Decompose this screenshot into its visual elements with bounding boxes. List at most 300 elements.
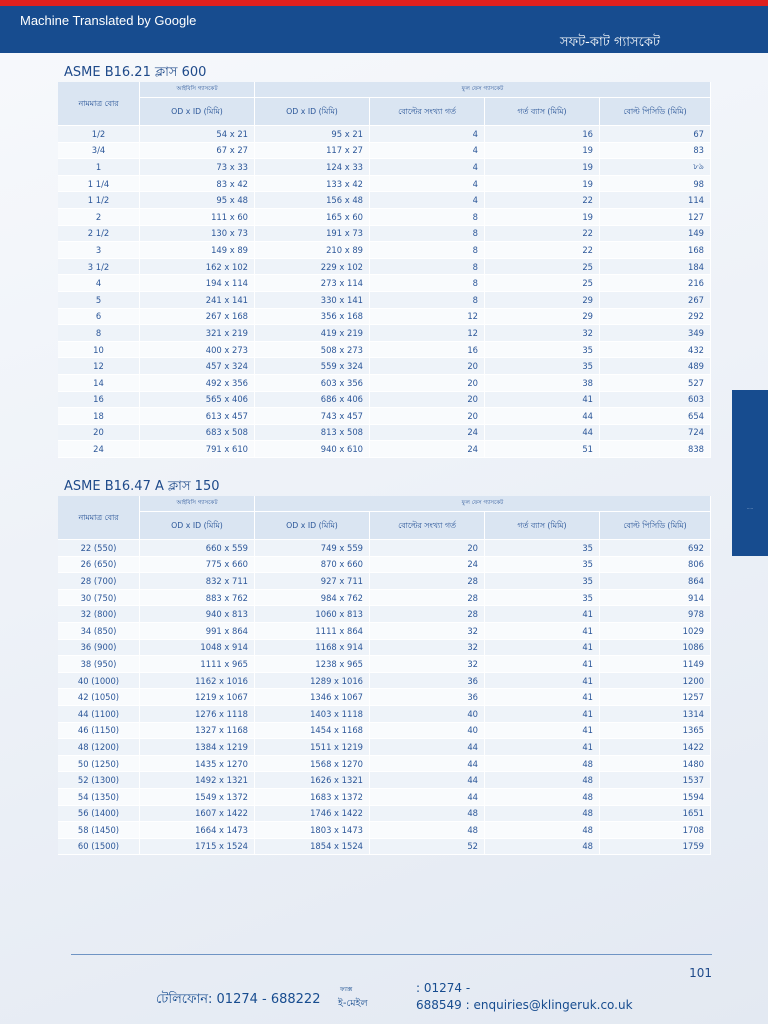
table-cell: 32 <box>370 640 485 657</box>
table-cell: 36 <box>370 689 485 706</box>
table-cell: 1607 x 1422 <box>140 806 255 823</box>
table-cell: 83 x 42 <box>140 176 255 193</box>
table-cell: 12 <box>370 325 485 342</box>
table-cell: 25 <box>485 275 600 292</box>
table-cell: 41 <box>485 739 600 756</box>
table-row <box>58 375 711 392</box>
table-cell: 457 x 324 <box>140 358 255 375</box>
table-cell: 940 x 610 <box>255 441 370 458</box>
table-cell: 32 <box>485 325 600 342</box>
table-cell: 95 x 48 <box>140 192 255 209</box>
nominal-bore-cell: 44 (1100) <box>58 706 140 723</box>
table-row <box>58 839 711 856</box>
nominal-bore-cell: 28 (700) <box>58 573 140 590</box>
table-cell: 191 x 73 <box>255 226 370 243</box>
table-row <box>58 540 711 557</box>
table-row <box>58 656 711 673</box>
nominal-bore-cell: 16 <box>58 392 140 409</box>
table-cell: 127 <box>600 209 711 226</box>
table-cell: 432 <box>600 342 711 359</box>
table-cell: 28 <box>370 606 485 623</box>
table-row <box>58 673 711 690</box>
table-row <box>58 640 711 657</box>
ibc-gasket-header: আইবিসি গ্যাসকেট <box>140 82 255 98</box>
table-row <box>58 573 711 590</box>
table-cell: 267 <box>600 292 711 309</box>
table-cell: 1511 x 1219 <box>255 739 370 756</box>
nominal-bore-cell: 42 (1050) <box>58 689 140 706</box>
table-cell: 29 <box>485 309 600 326</box>
nominal-bore-cell: 26 (650) <box>58 557 140 574</box>
table-cell: 19 <box>485 176 600 193</box>
table-cell: 44 <box>370 772 485 789</box>
table-row <box>58 557 711 574</box>
table-row <box>58 689 711 706</box>
table-cell: 229 x 102 <box>255 259 370 276</box>
header-band <box>0 6 768 53</box>
table-cell: 41 <box>485 689 600 706</box>
table-cell: 321 x 219 <box>140 325 255 342</box>
table-cell: 194 x 114 <box>140 275 255 292</box>
col-header: গর্ত ব্যাস (মিমি) <box>485 512 600 540</box>
table-cell: 156 x 48 <box>255 192 370 209</box>
table-cell: 508 x 273 <box>255 342 370 359</box>
table-row <box>58 159 711 176</box>
table-row <box>58 822 711 839</box>
nominal-bore-cell: 1 1/2 <box>58 192 140 209</box>
table-cell: 16 <box>485 126 600 143</box>
table-cell: 19 <box>485 159 600 176</box>
nominal-bore-cell: 5 <box>58 292 140 309</box>
table-cell: 1149 <box>600 656 711 673</box>
table-cell: 991 x 864 <box>140 623 255 640</box>
nominal-bore-header: নামমাত্র বোর <box>58 82 140 126</box>
table-cell: 559 x 324 <box>255 358 370 375</box>
table-cell: 67 x 27 <box>140 143 255 160</box>
table-cell: 1746 x 1422 <box>255 806 370 823</box>
full-face-gasket-header: ফুল ফেস গ্যাসকেট <box>255 496 711 512</box>
table-cell: 1276 x 1118 <box>140 706 255 723</box>
nominal-bore-cell: 12 <box>58 358 140 375</box>
table-cell: 1168 x 914 <box>255 640 370 657</box>
col-header: OD x ID (মিমি) <box>255 98 370 126</box>
table-cell: 1480 <box>600 756 711 773</box>
nominal-bore-cell: 20 <box>58 425 140 442</box>
table-cell: 692 <box>600 540 711 557</box>
table-cell: 806 <box>600 557 711 574</box>
table-cell: 44 <box>370 739 485 756</box>
table-cell: 1327 x 1168 <box>140 723 255 740</box>
table-row <box>58 275 711 292</box>
table-cell: 603 x 356 <box>255 375 370 392</box>
nominal-bore-cell: 22 (550) <box>58 540 140 557</box>
table-cell: 48 <box>485 772 600 789</box>
table-cell: 48 <box>485 822 600 839</box>
table-cell: 1715 x 1524 <box>140 839 255 856</box>
table-cell: 38 <box>485 375 600 392</box>
table-cell: 1708 <box>600 822 711 839</box>
table-cell: 1403 x 1118 <box>255 706 370 723</box>
table-row <box>58 441 711 458</box>
table-cell: 1854 x 1524 <box>255 839 370 856</box>
table-cell: 724 <box>600 425 711 442</box>
nominal-bore-cell: 30 (750) <box>58 590 140 607</box>
table-cell: 8 <box>370 292 485 309</box>
table2 <box>58 496 711 855</box>
table-cell: 32 <box>370 656 485 673</box>
table-cell: 1346 x 1067 <box>255 689 370 706</box>
table-cell: 35 <box>485 358 600 375</box>
table-cell: 111 x 60 <box>140 209 255 226</box>
table-row <box>58 192 711 209</box>
table-cell: 44 <box>485 408 600 425</box>
table-cell: 1314 <box>600 706 711 723</box>
table-row <box>58 408 711 425</box>
table-cell: 686 x 406 <box>255 392 370 409</box>
full-face-gasket-header: ফুল ফেস গ্যাসকেট <box>255 82 711 98</box>
table-cell: 184 <box>600 259 711 276</box>
nominal-bore-cell: 3/4 <box>58 143 140 160</box>
table-cell: 838 <box>600 441 711 458</box>
fax-number: : 01274 - <box>416 981 471 995</box>
table-row <box>58 358 711 375</box>
nominal-bore-cell: 1/2 <box>58 126 140 143</box>
nominal-bore-cell: 14 <box>58 375 140 392</box>
table-cell: 35 <box>485 557 600 574</box>
email-label: ই-মেইল <box>338 998 368 1009</box>
table-cell: 832 x 711 <box>140 573 255 590</box>
nominal-bore-cell: 2 1/2 <box>58 226 140 243</box>
table-cell: 149 x 89 <box>140 242 255 259</box>
table-cell: 1162 x 1016 <box>140 673 255 690</box>
nominal-bore-cell: 10 <box>58 342 140 359</box>
table-cell: 210 x 89 <box>255 242 370 259</box>
email-line[interactable]: 688549 : enquiries@klingeruk.co.uk <box>416 998 633 1012</box>
table-cell: 813 x 508 <box>255 425 370 442</box>
table-cell: 1435 x 1270 <box>140 756 255 773</box>
table-cell: 1683 x 1372 <box>255 789 370 806</box>
table-cell: 683 x 508 <box>140 425 255 442</box>
table-cell: 8 <box>370 275 485 292</box>
table-cell: 44 <box>370 789 485 806</box>
col-header: বোল্টের সংখ্যা গর্ত <box>370 98 485 126</box>
side-tab-label: ..... <box>746 505 754 510</box>
table-cell: 35 <box>485 590 600 607</box>
table-cell: 978 <box>600 606 711 623</box>
table-cell: 41 <box>485 606 600 623</box>
table-cell: 1651 <box>600 806 711 823</box>
table-cell: 124 x 33 <box>255 159 370 176</box>
fax-label: ফ্যাক্স <box>340 986 353 993</box>
col-header: বোল্টের সংখ্যা গর্ত <box>370 512 485 540</box>
table-row <box>58 606 711 623</box>
table1-title: ASME B16.21 ক্লাস 600 <box>64 65 207 80</box>
nominal-bore-cell: 1 <box>58 159 140 176</box>
table-cell: 51 <box>485 441 600 458</box>
col-header: বোল্ট পিসিডি (মিমি) <box>600 512 711 540</box>
table-cell: 4 <box>370 192 485 209</box>
table-cell: 20 <box>370 392 485 409</box>
table-cell: 48 <box>485 756 600 773</box>
table-cell: 216 <box>600 275 711 292</box>
table-cell: 419 x 219 <box>255 325 370 342</box>
table-row <box>58 739 711 756</box>
table2-body <box>58 540 711 855</box>
table-cell: 883 x 762 <box>140 590 255 607</box>
header-title: সফট-কাট গ্যাসকেট <box>560 35 660 50</box>
table-cell: 44 <box>370 756 485 773</box>
table-cell: 83 <box>600 143 711 160</box>
table-cell: 400 x 273 <box>140 342 255 359</box>
table-cell: 1664 x 1473 <box>140 822 255 839</box>
table-cell: 32 <box>370 623 485 640</box>
table-cell: 8 <box>370 209 485 226</box>
table-row <box>58 590 711 607</box>
table-cell: 117 x 27 <box>255 143 370 160</box>
nominal-bore-cell: 3 1/2 <box>58 259 140 276</box>
table-cell: 35 <box>485 540 600 557</box>
table-cell: 133 x 42 <box>255 176 370 193</box>
nominal-bore-cell: 8 <box>58 325 140 342</box>
table-cell: 1048 x 914 <box>140 640 255 657</box>
table-cell: 41 <box>485 673 600 690</box>
nominal-bore-cell: 6 <box>58 309 140 326</box>
table-cell: 927 x 711 <box>255 573 370 590</box>
table-cell: 8 <box>370 226 485 243</box>
table-cell: 492 x 356 <box>140 375 255 392</box>
table-cell: 114 <box>600 192 711 209</box>
table-cell: 1200 <box>600 673 711 690</box>
nominal-bore-cell: 40 (1000) <box>58 673 140 690</box>
table-cell: 613 x 457 <box>140 408 255 425</box>
table-cell: 1568 x 1270 <box>255 756 370 773</box>
table-cell: 267 x 168 <box>140 309 255 326</box>
machine-translated-label: Machine Translated by Google <box>20 13 197 28</box>
table-cell: 1111 x 864 <box>255 623 370 640</box>
table-cell: 41 <box>485 723 600 740</box>
table-cell: 1086 <box>600 640 711 657</box>
page-number: 101 <box>689 966 712 980</box>
table-cell: 1219 x 1067 <box>140 689 255 706</box>
table-cell: 16 <box>370 342 485 359</box>
table-cell: 41 <box>485 392 600 409</box>
nominal-bore-cell: 38 (950) <box>58 656 140 673</box>
table-cell: 35 <box>485 573 600 590</box>
table-row <box>58 772 711 789</box>
table-cell: 22 <box>485 242 600 259</box>
table-cell: 52 <box>370 839 485 856</box>
phone-label: টেলিফোন: 01274 - 688222 <box>156 992 321 1007</box>
table-cell: 40 <box>370 723 485 740</box>
col-header: OD x ID (মিমি) <box>140 98 255 126</box>
table-cell: 1492 x 1321 <box>140 772 255 789</box>
table-row <box>58 723 711 740</box>
table1 <box>58 82 711 458</box>
nominal-bore-cell: 1 1/4 <box>58 176 140 193</box>
nominal-bore-header: নামমাত্র বোর <box>58 496 140 540</box>
table-cell: 28 <box>370 573 485 590</box>
table-cell: 48 <box>485 806 600 823</box>
table-cell: 603 <box>600 392 711 409</box>
table-cell: 48 <box>370 806 485 823</box>
table-cell: 654 <box>600 408 711 425</box>
table-row <box>58 126 711 143</box>
nominal-bore-cell: 60 (1500) <box>58 839 140 856</box>
table-cell: 1238 x 965 <box>255 656 370 673</box>
nominal-bore-cell: 56 (1400) <box>58 806 140 823</box>
table-cell: 130 x 73 <box>140 226 255 243</box>
table-cell: 8 <box>370 259 485 276</box>
table-row <box>58 425 711 442</box>
table-cell: 940 x 813 <box>140 606 255 623</box>
table-cell: 35 <box>485 342 600 359</box>
col-header: বোল্ট পিসিডি (মিমি) <box>600 98 711 126</box>
table-cell: 775 x 660 <box>140 557 255 574</box>
table-cell: 864 <box>600 573 711 590</box>
table-cell: 1803 x 1473 <box>255 822 370 839</box>
table-cell: 98 <box>600 176 711 193</box>
table-cell: 20 <box>370 375 485 392</box>
nominal-bore-cell: 4 <box>58 275 140 292</box>
table-cell: 162 x 102 <box>140 259 255 276</box>
table-row <box>58 325 711 342</box>
table-cell: 273 x 114 <box>255 275 370 292</box>
table-row <box>58 706 711 723</box>
table-cell: 73 x 33 <box>140 159 255 176</box>
table-cell: 4 <box>370 176 485 193</box>
table-cell: 48 <box>485 789 600 806</box>
table-row <box>58 342 711 359</box>
table-cell: 1549 x 1372 <box>140 789 255 806</box>
col-header: OD x ID (মিমি) <box>140 512 255 540</box>
table-cell: 749 x 559 <box>255 540 370 557</box>
table-cell: 48 <box>485 839 600 856</box>
col-header: OD x ID (মিমি) <box>255 512 370 540</box>
table-cell: 20 <box>370 358 485 375</box>
table-row <box>58 789 711 806</box>
table-cell: 914 <box>600 590 711 607</box>
table-cell: 40 <box>370 706 485 723</box>
table-cell: 41 <box>485 640 600 657</box>
table-cell: 24 <box>370 425 485 442</box>
nominal-bore-cell: 32 (800) <box>58 606 140 623</box>
table-cell: 1422 <box>600 739 711 756</box>
table-cell: 22 <box>485 226 600 243</box>
table-cell: 29 <box>485 292 600 309</box>
nominal-bore-cell: 2 <box>58 209 140 226</box>
table-row <box>58 143 711 160</box>
table-row <box>58 292 711 309</box>
nominal-bore-cell: 54 (1350) <box>58 789 140 806</box>
table-cell: 356 x 168 <box>255 309 370 326</box>
table-cell: 41 <box>485 623 600 640</box>
nominal-bore-cell: 18 <box>58 408 140 425</box>
table-cell: 984 x 762 <box>255 590 370 607</box>
table-cell: 149 <box>600 226 711 243</box>
table-row <box>58 259 711 276</box>
table-cell: 67 <box>600 126 711 143</box>
table-cell: 292 <box>600 309 711 326</box>
table-row <box>58 392 711 409</box>
table-cell: 1759 <box>600 839 711 856</box>
table-cell: 8 <box>370 242 485 259</box>
table-cell: 54 x 21 <box>140 126 255 143</box>
nominal-bore-cell: 50 (1250) <box>58 756 140 773</box>
table-cell: 4 <box>370 143 485 160</box>
table-cell: 41 <box>485 706 600 723</box>
table-cell: 565 x 406 <box>140 392 255 409</box>
nominal-bore-cell: 3 <box>58 242 140 259</box>
nominal-bore-cell: 52 (1300) <box>58 772 140 789</box>
nominal-bore-cell: 46 (1150) <box>58 723 140 740</box>
table-cell: 4 <box>370 126 485 143</box>
table-cell: 36 <box>370 673 485 690</box>
table-row <box>58 226 711 243</box>
table-cell: 48 <box>370 822 485 839</box>
side-tab <box>732 390 768 556</box>
table-cell: 168 <box>600 242 711 259</box>
table-cell: 1537 <box>600 772 711 789</box>
table-cell: 870 x 660 <box>255 557 370 574</box>
nominal-bore-cell: 34 (850) <box>58 623 140 640</box>
table-row <box>58 309 711 326</box>
table-cell: 1257 <box>600 689 711 706</box>
table-cell: 1111 x 965 <box>140 656 255 673</box>
table-row <box>58 242 711 259</box>
table1-body <box>58 126 711 458</box>
table-cell: 527 <box>600 375 711 392</box>
table2-title: ASME B16.47 A ক্লাস 150 <box>64 479 220 494</box>
table-cell: 1454 x 1168 <box>255 723 370 740</box>
table-cell: 660 x 559 <box>140 540 255 557</box>
table-cell: 743 x 457 <box>255 408 370 425</box>
table-cell: 41 <box>485 656 600 673</box>
table-cell: 24 <box>370 441 485 458</box>
table-cell: 4 <box>370 159 485 176</box>
table-cell: 22 <box>485 192 600 209</box>
table-cell: 95 x 21 <box>255 126 370 143</box>
table-cell: 1384 x 1219 <box>140 739 255 756</box>
nominal-bore-cell: 58 (1450) <box>58 822 140 839</box>
table-row <box>58 209 711 226</box>
footer-divider <box>71 954 712 955</box>
table-cell: 1365 <box>600 723 711 740</box>
table-cell: 24 <box>370 557 485 574</box>
table-cell: ৮৯ <box>600 159 711 176</box>
table-row <box>58 176 711 193</box>
table-cell: 20 <box>370 540 485 557</box>
table-cell: 25 <box>485 259 600 276</box>
table-cell: 349 <box>600 325 711 342</box>
table-cell: 1289 x 1016 <box>255 673 370 690</box>
table-cell: 19 <box>485 209 600 226</box>
table-row <box>58 756 711 773</box>
table-cell: 1594 <box>600 789 711 806</box>
table-cell: 489 <box>600 358 711 375</box>
table-cell: 241 x 141 <box>140 292 255 309</box>
table-cell: 44 <box>485 425 600 442</box>
nominal-bore-cell: 36 (900) <box>58 640 140 657</box>
ibc-gasket-header: আইবিসি গ্যাসকেট <box>140 496 255 512</box>
table-cell: 12 <box>370 309 485 326</box>
nominal-bore-cell: 48 (1200) <box>58 739 140 756</box>
table-cell: 28 <box>370 590 485 607</box>
table-cell: 1029 <box>600 623 711 640</box>
table-cell: 330 x 141 <box>255 292 370 309</box>
table-row <box>58 623 711 640</box>
table-cell: 1060 x 813 <box>255 606 370 623</box>
nominal-bore-cell: 24 <box>58 441 140 458</box>
